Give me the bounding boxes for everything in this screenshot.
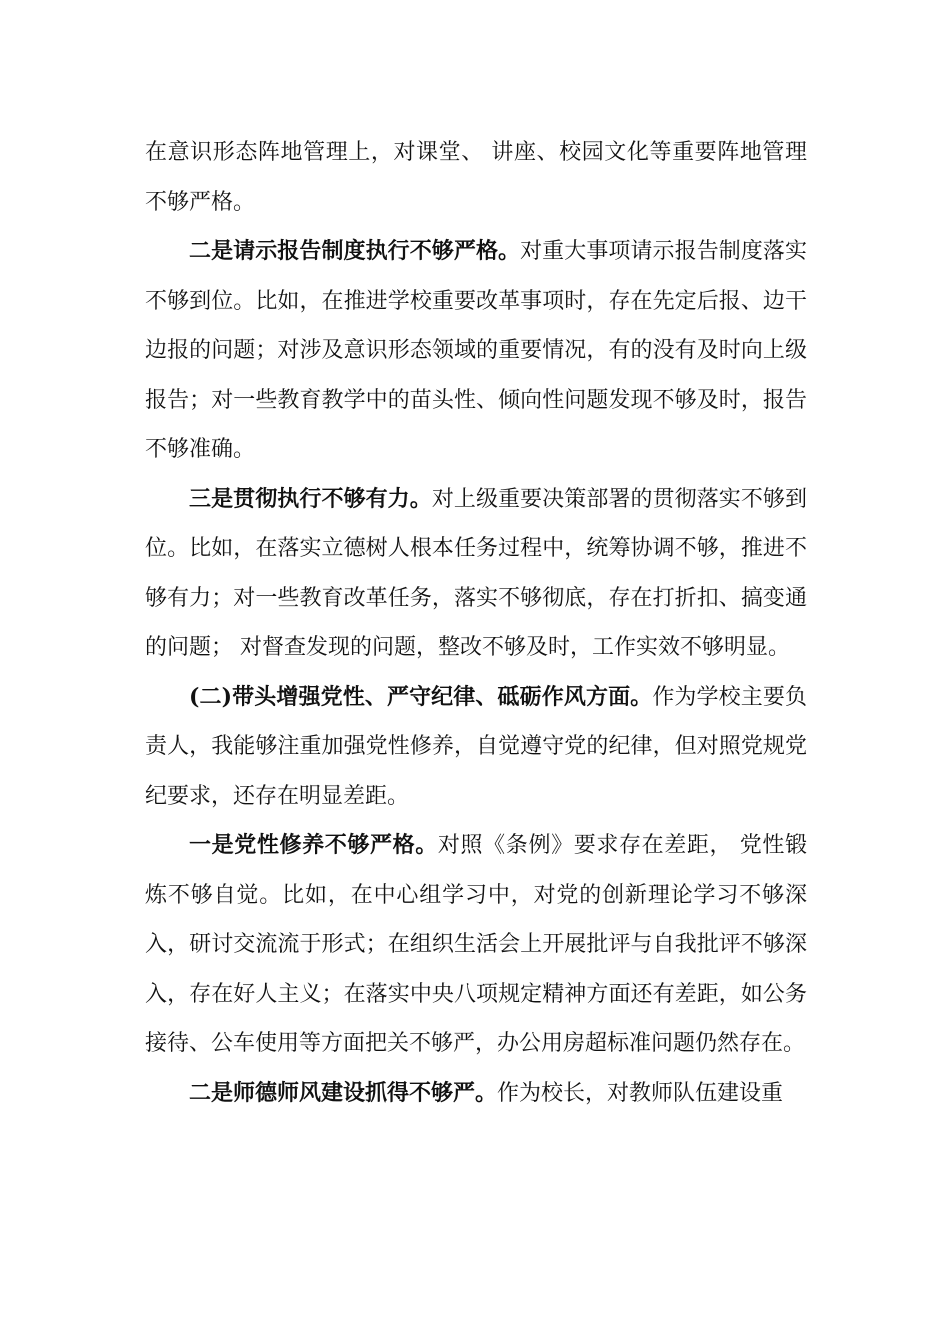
paragraph-2 [145, 227, 807, 475]
paragraph-5 [145, 821, 807, 1069]
paragraph-4-lead: (二)带头增强党性、严守纪律、砥砺作风方面。 [189, 683, 653, 710]
paragraph-4 [145, 673, 807, 822]
paragraph-1-text: 在意识形态阵地管理上，对课堂、 讲座、校园文化等重要阵地管理不够严格。 [145, 140, 807, 215]
paragraph-3-lead: 三是贯彻执行不够有力。 [189, 485, 432, 512]
paragraph-6-text: 作为校长，对教师队伍建设重 [497, 1080, 784, 1106]
paragraph-4-text: 作为学校主要负责人，我能够注重加强党性修养，自觉遵守党的纪律，但对照党规党纪要求，还存在明显差距。 [145, 684, 807, 809]
paragraph-3 [145, 475, 807, 673]
paragraph-1 [145, 128, 807, 227]
document-body [145, 128, 807, 1118]
paragraph-5-text: 对照《条例》要求存在差距， 党性锻炼不够自觉。比如，在中心组学习中，对党的创新理论学习不够深入，研讨交流流于形式；在组织生活会上开展批评与自我批评不够深入，存在好人主义；在落实中央八项规定精神方面还有差距，如公务接待、公车使用等方面把关不够严，办公用房超标准问题仍然存在。 [145, 833, 807, 1056]
paragraph-5-lead: 一是党性修养不够严格。 [189, 832, 438, 858]
paragraph-2-text: 对重大事项请示报告制度落实不够到位。比如，在推进学校重要改革事项时，存在先定后报、边干边报的问题；对涉及意识形态领域的重要情况，有的没有及时向上级报告；对一些教育教学中的苗头性、倾向性问题发现不够及时，报告不够准确。 [145, 239, 807, 462]
paragraph-3-text: 对上级重要决策部署的贯彻落实不够到位。比如，在落实立德树人根本任务过程中，统筹协调不够，推进不够有力；对一些教育改革任务，落实不够彻底，存在打折扣、搞变通的问题； 对督查发现的问题，整改不够及时，工作实效不够明显。 [145, 486, 807, 660]
paragraph-2-lead: 二是请示报告制度执行不够严格。 [189, 238, 521, 264]
paragraph-6 [145, 1069, 807, 1119]
paragraph-6-lead: 二是师德师风建设抓得不够严。 [189, 1079, 498, 1106]
